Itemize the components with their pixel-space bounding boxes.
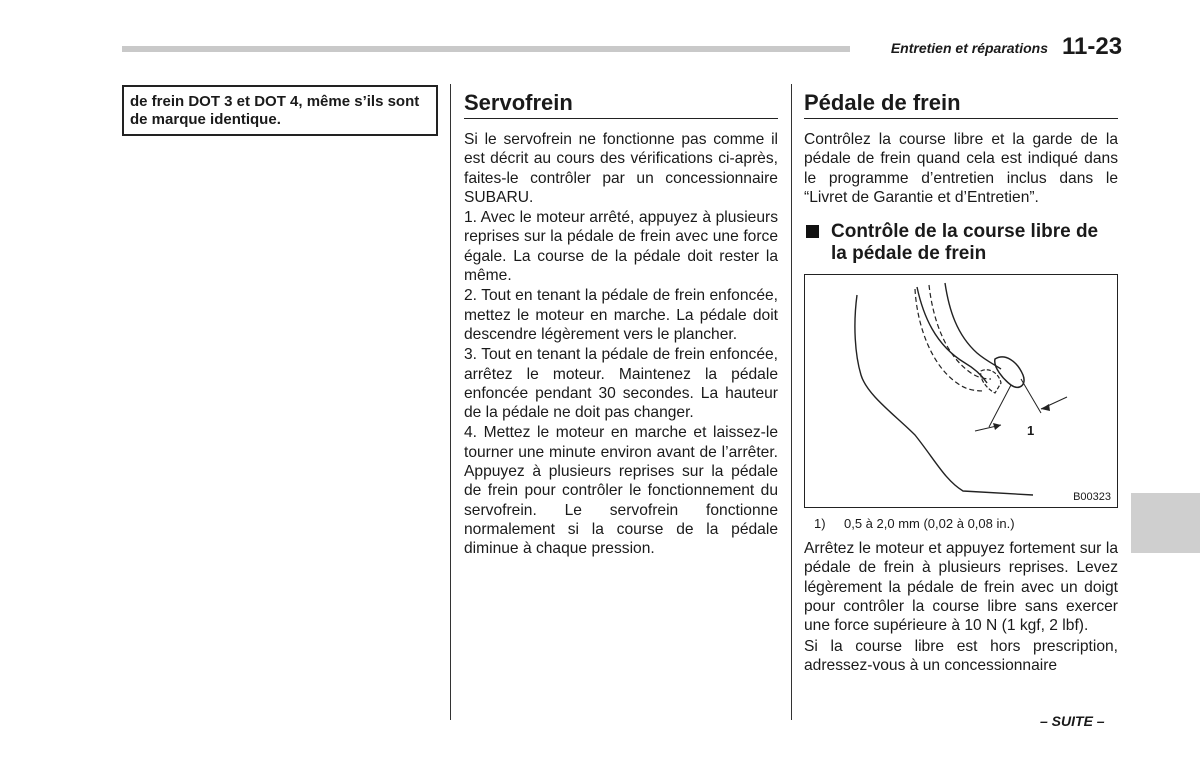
servofrein-body <box>464 130 778 559</box>
square-bullet-icon <box>806 225 819 238</box>
page-number: 11-23 <box>1062 33 1123 60</box>
column-divider <box>791 84 792 720</box>
notice-text: de frein DOT 3 et DOT 4, même s’ils sont de marque identique. <box>130 93 420 128</box>
brake-pedal-figure <box>804 274 1118 508</box>
figure-code: B00323 <box>1073 491 1111 504</box>
section-title: Entretien et réparations <box>890 40 1048 56</box>
caption-text: 0,5 à 2,0 mm (0,02 à 0,08 in.) <box>844 516 1015 532</box>
pedale-intro: Contrôlez la course libre et la garde de la pédale de frein quand cela est indiqué dans le programme d’entretien inclus dans le “Livret de Garantie et d’Entretien”. <box>804 131 1118 206</box>
header-rule <box>122 46 850 52</box>
paragraph: Si la course libre est hors prescription, adressez-vous à un concessionnaire <box>804 637 1118 674</box>
paragraph: Si le servofrein ne fonctionne pas comme il est décrit au cours des vérifications ci-après, faites-le contrôler par un concessionnaire SUBARU. <box>464 131 778 206</box>
column-divider <box>450 84 451 720</box>
pedale-heading: Pédale de frein <box>804 85 1118 119</box>
subsection-heading <box>804 221 1118 265</box>
subsection-title: Contrôle de la course libre de la pédale de frein <box>831 221 1099 265</box>
column-middle <box>464 85 778 560</box>
pedale-body <box>804 539 1118 675</box>
chapter-tab <box>1131 493 1200 553</box>
brake-pedal-diagram-icon <box>805 275 1117 507</box>
step-1: 1. Avec le moteur arrêté, appuyez à plusieurs reprises sur la pédale de frein avec une force égale. La course de la pédale doit rester la même. <box>464 209 778 285</box>
column-right <box>804 85 1118 676</box>
step-3: 3. Tout en tenant la pédale de frein enfoncée, arrêtez le moteur. Maintenez la pédale enfoncée pendant 30 secondes. La hauteur de la pédale ne doit pas changer. <box>464 346 778 422</box>
column-left <box>122 85 438 136</box>
figure-callout-label: 1 <box>1027 423 1035 439</box>
notice-box <box>122 85 438 136</box>
servofrein-heading: Servofrein <box>464 85 778 119</box>
caption-number: 1) <box>814 516 826 532</box>
pedale-intro-block <box>804 130 1118 207</box>
step-4: 4. Mettez le moteur en marche et laissez-le tourner une minute environ avant de l’arrêter. Appuyez à plusieurs reprises sur la pédale de frein pour contrôler le fonctionnement du servofrein. Le servofrein fonctionne normalement si la course de la pédale diminue à chaque pression. <box>464 424 778 558</box>
continued-label: – SUITE – <box>1040 713 1105 729</box>
figure-caption <box>804 516 1118 531</box>
step-2: 2. Tout en tenant la pédale de frein enfoncée, mettez le moteur en marche. La pédale doit descendre légèrement vers le plancher. <box>464 287 778 343</box>
paragraph: Arrêtez le moteur et appuyez fortement sur la pédale de frein à plusieurs reprises. Levez légèrement la pédale de frein avec un doigt pour contrôler la course libre sans exercer une force supérieure à 10 N (1 kgf, 2 lbf). <box>804 540 1118 635</box>
